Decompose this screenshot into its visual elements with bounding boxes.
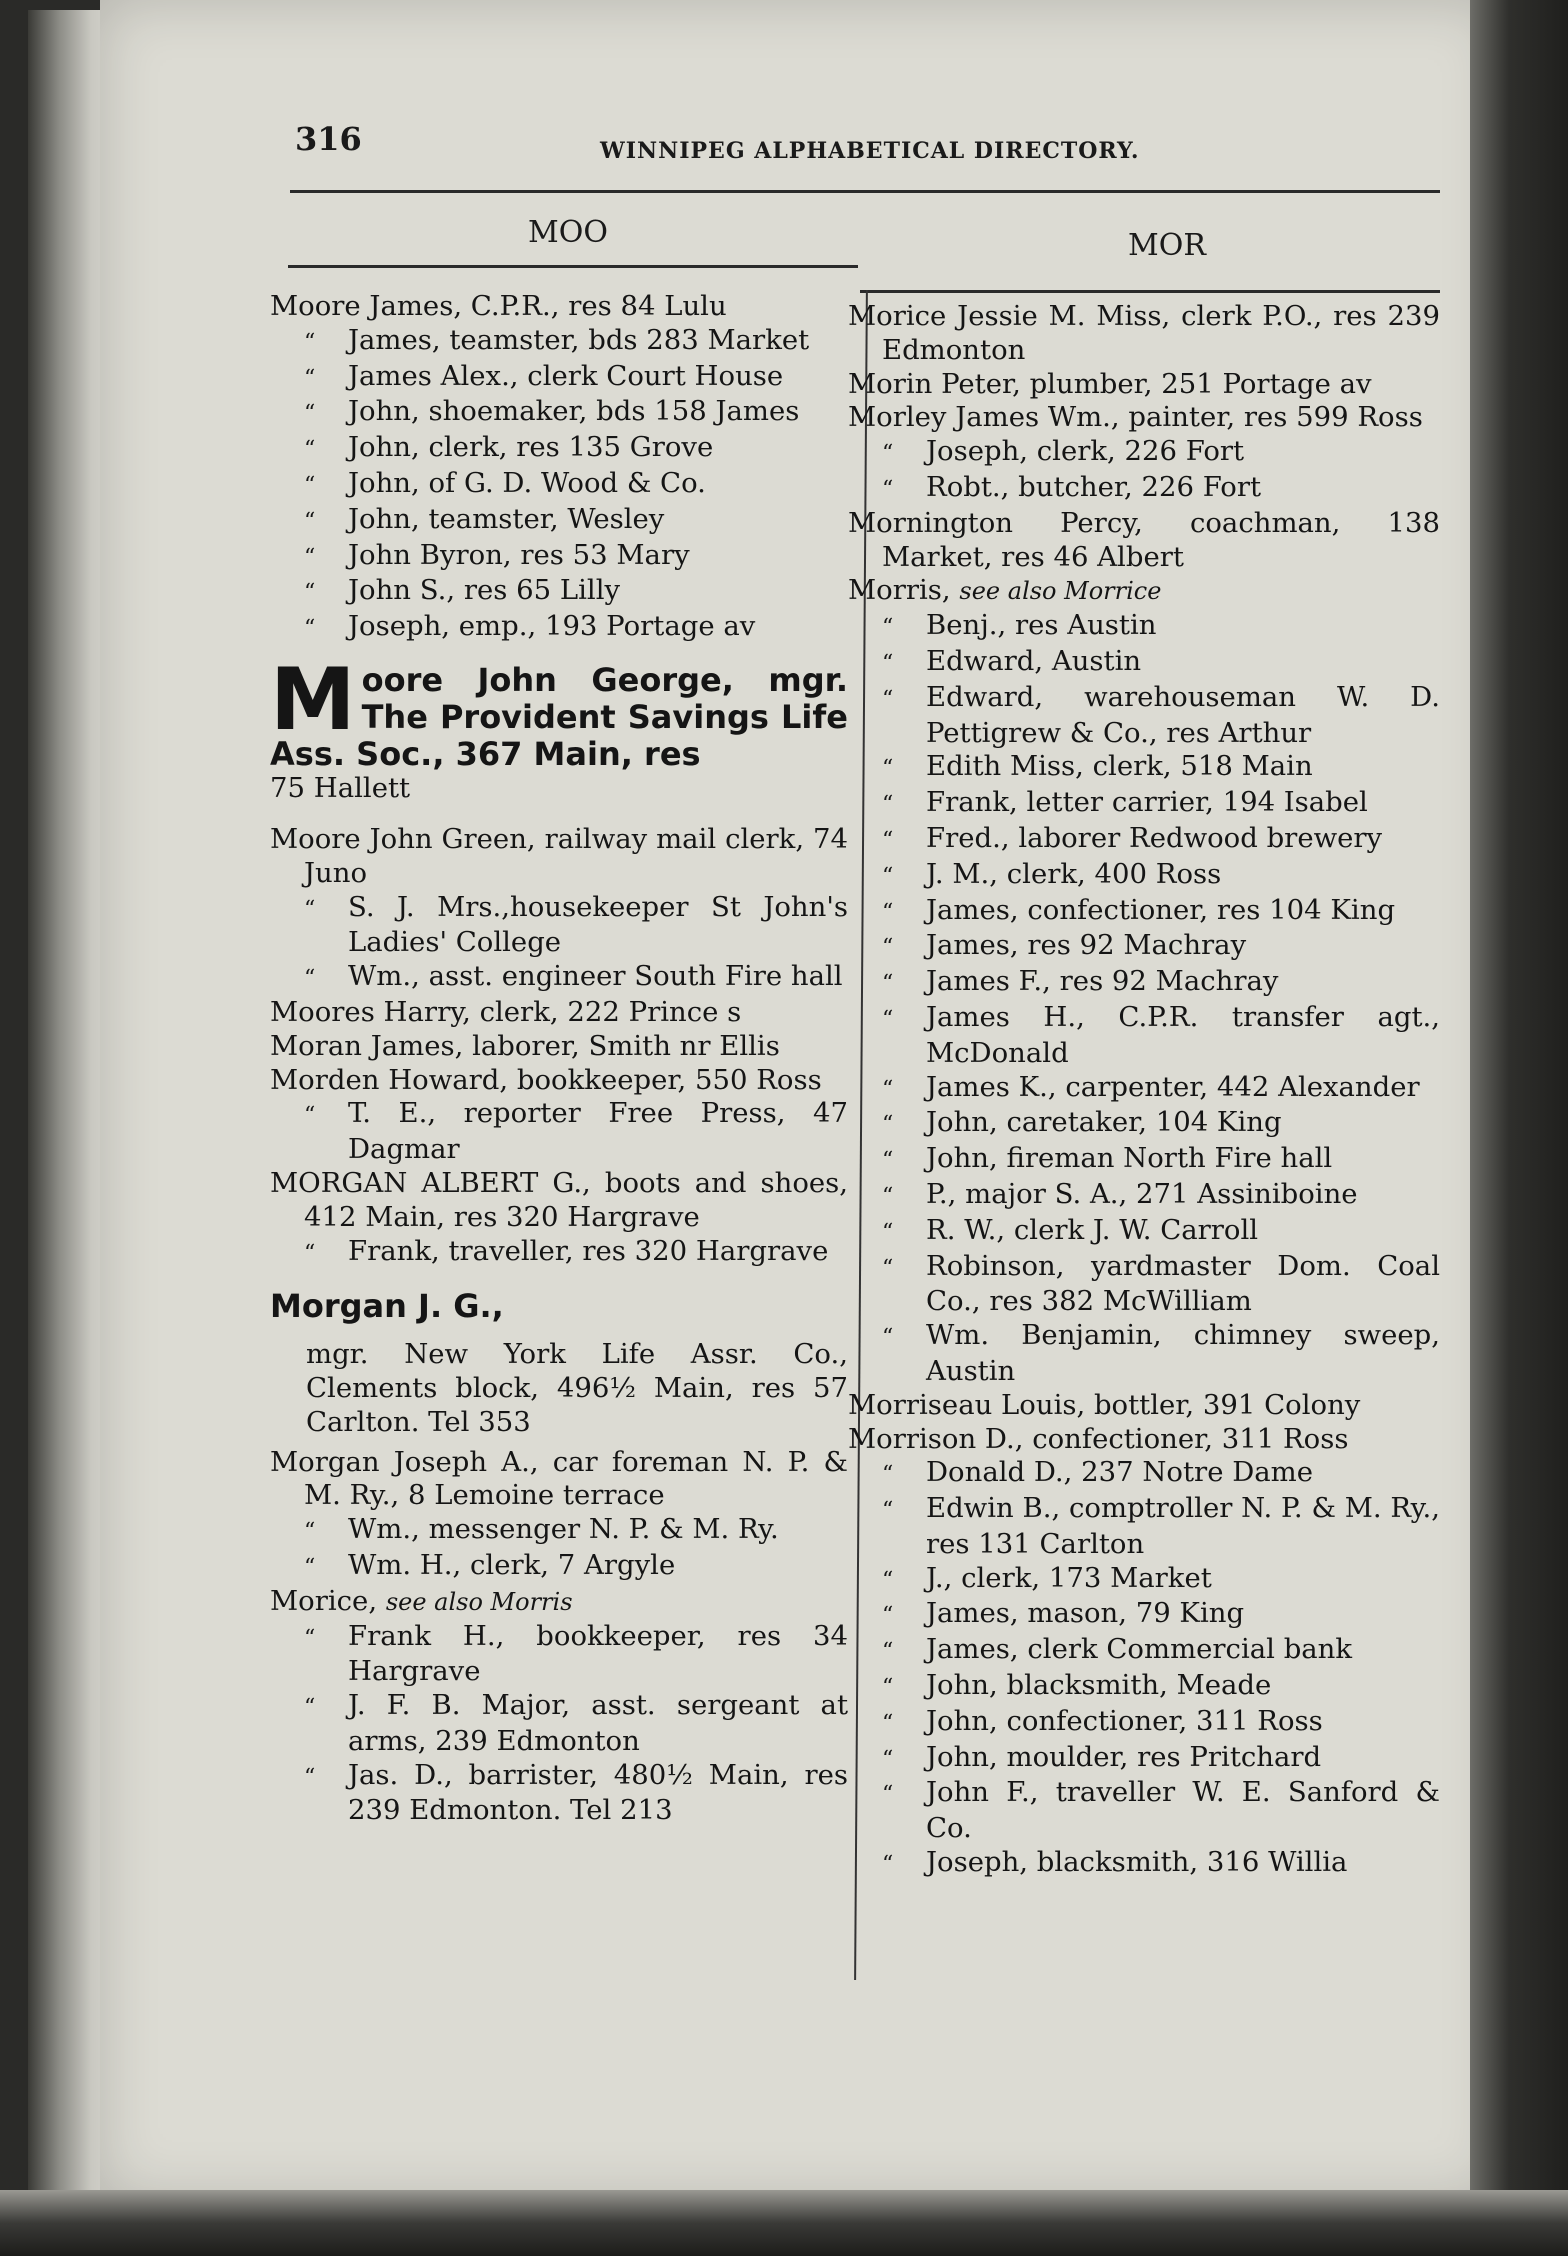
- page-shadow-bottom: [0, 2190, 1568, 2256]
- entry-text: Mornington Percy, coachman, 138 Market, res 46 Albert: [848, 506, 1440, 573]
- ditto-mark: “: [882, 1567, 894, 1593]
- advertisement-heading-morgan: Morgan J. G.,: [270, 1287, 504, 1326]
- directory-entry: [270, 610, 848, 646]
- directory-entry: [848, 681, 1440, 751]
- directory-entry: [270, 1064, 848, 1098]
- entry-text: Joseph, emp., 193 Portage av: [348, 610, 756, 643]
- ad-plain-text: 75 Hallett: [270, 771, 411, 804]
- directory-entry: [270, 1759, 848, 1829]
- entry-text: R. W., clerk J. W. Carroll: [926, 1213, 1259, 1246]
- directory-entry: [848, 1846, 1440, 1882]
- right-entries-block-1: [848, 300, 1440, 574]
- directory-entry: [270, 503, 848, 539]
- entry-text: Morice Jessie M. Miss, clerk P.O., res 239 Edmonton: [848, 300, 1440, 366]
- directory-entry: [848, 822, 1440, 858]
- ditto-mark: “: [304, 329, 316, 355]
- entry-text: John, fireman North Fire hall: [926, 1142, 1333, 1175]
- directory-entry: [848, 1106, 1440, 1142]
- ditto-mark: “: [882, 1675, 894, 1701]
- entry-text: Morgan Joseph A., car foreman N. P. & M. Ry., 8 Lemoine terrace: [270, 1445, 848, 1512]
- directory-entry: [270, 1549, 848, 1585]
- directory-entry: [848, 750, 1440, 786]
- directory-entry: [848, 507, 1440, 575]
- ditto-mark: “: [304, 401, 316, 427]
- entry-text: John S., res 65 Lilly: [348, 574, 621, 607]
- entry-text: John, moulder, res Pritchard: [926, 1740, 1322, 1773]
- entry-text: Frank, letter carrier, 194 Isabel: [926, 786, 1368, 819]
- ditto-mark: “: [882, 1710, 894, 1736]
- entry-text: Moran James, laborer, Smith nr Ellis: [270, 1029, 780, 1062]
- entry-text: Robinson, yardmaster Dom. Coal Co., res 382 McWilliam: [926, 1249, 1440, 1318]
- ditto-mark: “: [304, 1240, 316, 1266]
- ditto-mark: “: [882, 756, 894, 782]
- ditto-mark: “: [304, 365, 316, 391]
- ditto-mark: “: [882, 1852, 894, 1878]
- entry-text: S. J. Mrs.,housekeeper St John's Ladies' College: [348, 890, 848, 959]
- entry-text: John F., traveller W. E. Sanford & Co.: [926, 1776, 1440, 1845]
- right-column: [848, 300, 1440, 1882]
- ditto-mark: “: [882, 1112, 894, 1138]
- directory-entry: [270, 823, 848, 891]
- ditto-mark: “: [882, 971, 894, 997]
- directory-entry: [270, 395, 848, 431]
- entry-text: James H., C.P.R. transfer agt., McDonald: [926, 1000, 1440, 1069]
- ditto-mark: “: [304, 580, 316, 606]
- ditto-mark: “: [882, 1219, 894, 1245]
- entry-text: Moore John Green, railway mail clerk, 74 Juno: [270, 822, 848, 889]
- entry-name: Morice,: [270, 1584, 378, 1617]
- ditto-mark: “: [304, 1103, 316, 1129]
- ditto-mark: “: [882, 476, 894, 502]
- ditto-mark: “: [882, 1006, 894, 1032]
- entry-text: Wm. Benjamin, chimney sweep, Austin: [926, 1319, 1440, 1387]
- directory-entry: [848, 786, 1440, 822]
- ditto-mark: “: [882, 1255, 894, 1281]
- entry-text: Edith Miss, clerk, 518 Main: [926, 750, 1313, 783]
- directory-entry: [848, 1319, 1440, 1389]
- directory-entry: [270, 891, 848, 961]
- entry-morice-see-also: [270, 1585, 848, 1620]
- entry-text: Robt., butcher, 226 Fort: [926, 470, 1262, 503]
- entry-text: P., major S. A., 271 Assiniboine: [926, 1177, 1358, 1210]
- entry-name: Morris,: [848, 574, 951, 607]
- directory-entry: [848, 1071, 1440, 1107]
- ditto-mark: “: [882, 935, 894, 961]
- entry-text: James K., carpenter, 442 Alexander: [926, 1070, 1420, 1103]
- advertisement-moore-john-george: [270, 649, 848, 773]
- directory-entry: [848, 1776, 1440, 1846]
- entry-text: Wm., asst. engineer South Fire hall: [348, 960, 843, 993]
- left-entries-block-2: [270, 823, 848, 1270]
- entry-text: Fred., laborer Redwood brewery: [926, 821, 1383, 854]
- entry-text: Frank H., bookkeeper, res 34 Hargrave: [348, 1619, 848, 1688]
- entry-text: Morden Howard, bookkeeper, 550 Ross: [270, 1063, 822, 1096]
- entry-text: Joseph, clerk, 226 Fort: [926, 435, 1245, 468]
- ditto-mark: “: [304, 1695, 316, 1721]
- entry-text: Morriseau Louis, bottler, 391 Colony: [848, 1388, 1361, 1421]
- directory-entry: [270, 431, 848, 467]
- entry-text: John, caretaker, 104 King: [926, 1106, 1282, 1139]
- entry-text: Moore James, C.P.R., res 84 Lulu: [270, 290, 727, 322]
- directory-entry: [848, 1250, 1440, 1320]
- directory-entry: [848, 1705, 1440, 1741]
- entry-text: T. E., reporter Free Press, 47 Dagmar: [348, 1097, 848, 1166]
- directory-entry: [270, 1030, 848, 1064]
- directory-entry: [848, 1178, 1440, 1214]
- directory-entry: [848, 1492, 1440, 1562]
- directory-entry: [270, 1620, 848, 1690]
- cross-reference: see also Morrice: [959, 577, 1162, 606]
- ditto-mark: “: [304, 437, 316, 463]
- entry-text: Morley James Wm., painter, res 599 Ross: [848, 401, 1423, 434]
- entry-text: John Byron, res 53 Mary: [348, 538, 690, 571]
- directory-entry: [270, 574, 848, 610]
- header-rule: [290, 190, 1440, 193]
- ditto-mark: “: [304, 544, 316, 570]
- advertisement-body-morgan: mgr. New York Life Assr. Co., Clements block, 496½ Main, res 57 Carlton. Tel 353: [306, 1338, 848, 1438]
- entry-text: Wm., messenger N. P. & M. Ry.: [348, 1513, 779, 1546]
- entry-text: Jas. D., barrister, 480½ Main, res 239 Edmonton. Tel 213: [348, 1758, 848, 1827]
- entry-text: Joseph, blacksmith, 316 Willia: [926, 1846, 1348, 1879]
- entry-text: Edward, warehouseman W. D. Pettigrew & Co., res Arthur: [926, 680, 1440, 749]
- directory-entry: [270, 467, 848, 503]
- right-column-heading: MOR: [1128, 228, 1206, 263]
- running-title: WINNIPEG ALPHABETICAL DIRECTORY.: [600, 138, 1140, 164]
- directory-entry: [270, 960, 848, 996]
- ditto-mark: “: [882, 1325, 894, 1351]
- ditto-mark: “: [304, 896, 316, 922]
- ditto-mark: “: [882, 1462, 894, 1488]
- ditto-mark: “: [882, 650, 894, 676]
- directory-entry: [848, 894, 1440, 930]
- directory-entry: [848, 1214, 1440, 1250]
- directory-entry: [270, 1097, 848, 1167]
- directory-entry: [848, 1423, 1440, 1457]
- directory-entry: [848, 471, 1440, 507]
- ditto-mark: “: [304, 1764, 316, 1790]
- directory-entry: [270, 1167, 848, 1235]
- ditto-mark: “: [882, 1782, 894, 1808]
- directory-entry: [848, 609, 1440, 645]
- ditto-mark: “: [882, 1076, 894, 1102]
- ditto-mark: “: [882, 686, 894, 712]
- ditto-mark: “: [882, 899, 894, 925]
- ditto-mark: “: [304, 966, 316, 992]
- ditto-mark: “: [882, 1639, 894, 1665]
- directory-entry: [848, 435, 1440, 471]
- ditto-mark: “: [882, 863, 894, 889]
- entry-text: Frank, traveller, res 320 Hargrave: [348, 1234, 829, 1267]
- entry-text: James, clerk Commercial bank: [926, 1633, 1353, 1666]
- directory-entry: [270, 1446, 848, 1514]
- entry-text: J., clerk, 173 Market: [926, 1561, 1212, 1594]
- left-column: [270, 290, 848, 1828]
- ditto-mark: “: [882, 1746, 894, 1772]
- directory-entry: [848, 368, 1440, 402]
- directory-entry: [270, 539, 848, 575]
- entry-text: Wm. H., clerk, 7 Argyle: [348, 1548, 676, 1581]
- ditto-mark: “: [304, 508, 316, 534]
- directory-entry: [848, 858, 1440, 894]
- ditto-mark: “: [304, 1519, 316, 1545]
- ditto-mark: “: [304, 1625, 316, 1651]
- entry-text: Edwin B., comptroller N. P. & M. Ry., res 131 Carlton: [926, 1492, 1440, 1560]
- entry-text: J. F. B. Major, asst. sergeant at arms, 239 Edmonton: [348, 1689, 848, 1757]
- directory-entry: [848, 300, 1440, 368]
- page-number: 316: [295, 120, 362, 158]
- directory-entry: [270, 996, 848, 1030]
- entry-text: John, teamster, Wesley: [348, 502, 665, 535]
- left-heading-rule: [288, 265, 858, 268]
- left-entries-block-4: [270, 1620, 848, 1829]
- cross-reference: see also Morris: [385, 1587, 573, 1616]
- entry-text: James F., res 92 Machray: [926, 965, 1279, 998]
- entry-text: Benj., res Austin: [926, 609, 1157, 642]
- entry-text: John, of G. D. Wood & Co.: [348, 466, 706, 499]
- entry-text: John, clerk, res 135 Grove: [348, 431, 714, 464]
- right-entries-block-2: [848, 609, 1440, 1882]
- ditto-mark: “: [882, 1498, 894, 1524]
- directory-entry: [270, 324, 848, 360]
- left-entries-block-1: [270, 290, 848, 646]
- entry-text: MORGAN ALBERT G., boots and shoes, 412 Main, res 320 Hargrave: [270, 1166, 848, 1233]
- ditto-mark: “: [882, 1148, 894, 1174]
- entry-text: James, confectioner, res 104 King: [926, 893, 1396, 926]
- right-heading-rule: [860, 290, 1440, 293]
- ditto-mark: “: [882, 792, 894, 818]
- directory-entry: [848, 1456, 1440, 1492]
- directory-entry: [848, 1633, 1440, 1669]
- ditto-mark: “: [882, 1183, 894, 1209]
- directory-entry: [848, 965, 1440, 1001]
- entry-text: James Alex., clerk Court House: [348, 359, 784, 392]
- ditto-mark: “: [882, 1603, 894, 1629]
- entry-text: James, res 92 Machray: [926, 929, 1247, 962]
- ditto-mark: “: [304, 472, 316, 498]
- directory-entry: [848, 1001, 1440, 1071]
- entry-text: James, mason, 79 King: [926, 1597, 1245, 1630]
- entry-text: Moores Harry, clerk, 222 Prince s: [270, 995, 742, 1028]
- directory-entry: [848, 1562, 1440, 1598]
- directory-entry: [848, 1142, 1440, 1178]
- left-entries-block-3: [270, 1446, 848, 1585]
- ditto-mark: “: [304, 1554, 316, 1580]
- entry-text: Morin Peter, plumber, 251 Portage av: [848, 367, 1372, 400]
- directory-entry: [848, 401, 1440, 435]
- entry-text: J. M., clerk, 400 Ross: [926, 857, 1222, 890]
- left-column-heading: MOO: [528, 215, 608, 250]
- drop-cap: M: [270, 649, 356, 750]
- entry-morris-see-also: [848, 574, 1440, 609]
- page-shadow-right: [1470, 0, 1568, 2256]
- entry-text: John, blacksmith, Meade: [926, 1669, 1272, 1702]
- entry-text: Donald D., 237 Notre Dame: [926, 1456, 1314, 1489]
- directory-entry: [848, 645, 1440, 681]
- entry-text: John, confectioner, 311 Ross: [926, 1704, 1323, 1737]
- directory-entry: [270, 1513, 848, 1549]
- entry-text: Morrison D., confectioner, 311 Ross: [848, 1422, 1349, 1455]
- directory-entry: [848, 1741, 1440, 1777]
- directory-entry: [270, 360, 848, 396]
- ad-bold-text: oore John George, mgr. The Provident Savings Life Ass. Soc., 367 Main, res: [270, 660, 848, 773]
- entry-text: John, shoemaker, bds 158 James: [348, 395, 800, 428]
- ditto-mark: “: [882, 827, 894, 853]
- directory-entry: [848, 1669, 1440, 1705]
- entry-text: James, teamster, bds 283 Market: [348, 323, 810, 356]
- directory-entry: [848, 929, 1440, 965]
- ditto-mark: “: [304, 616, 316, 642]
- directory-entry: [270, 1235, 848, 1271]
- entry-text: Edward, Austin: [926, 644, 1142, 677]
- directory-entry: [270, 290, 848, 324]
- ditto-mark: “: [882, 615, 894, 641]
- ditto-mark: “: [882, 441, 894, 467]
- directory-entry: [848, 1597, 1440, 1633]
- directory-entry: [848, 1389, 1440, 1423]
- directory-entry: [270, 1689, 848, 1759]
